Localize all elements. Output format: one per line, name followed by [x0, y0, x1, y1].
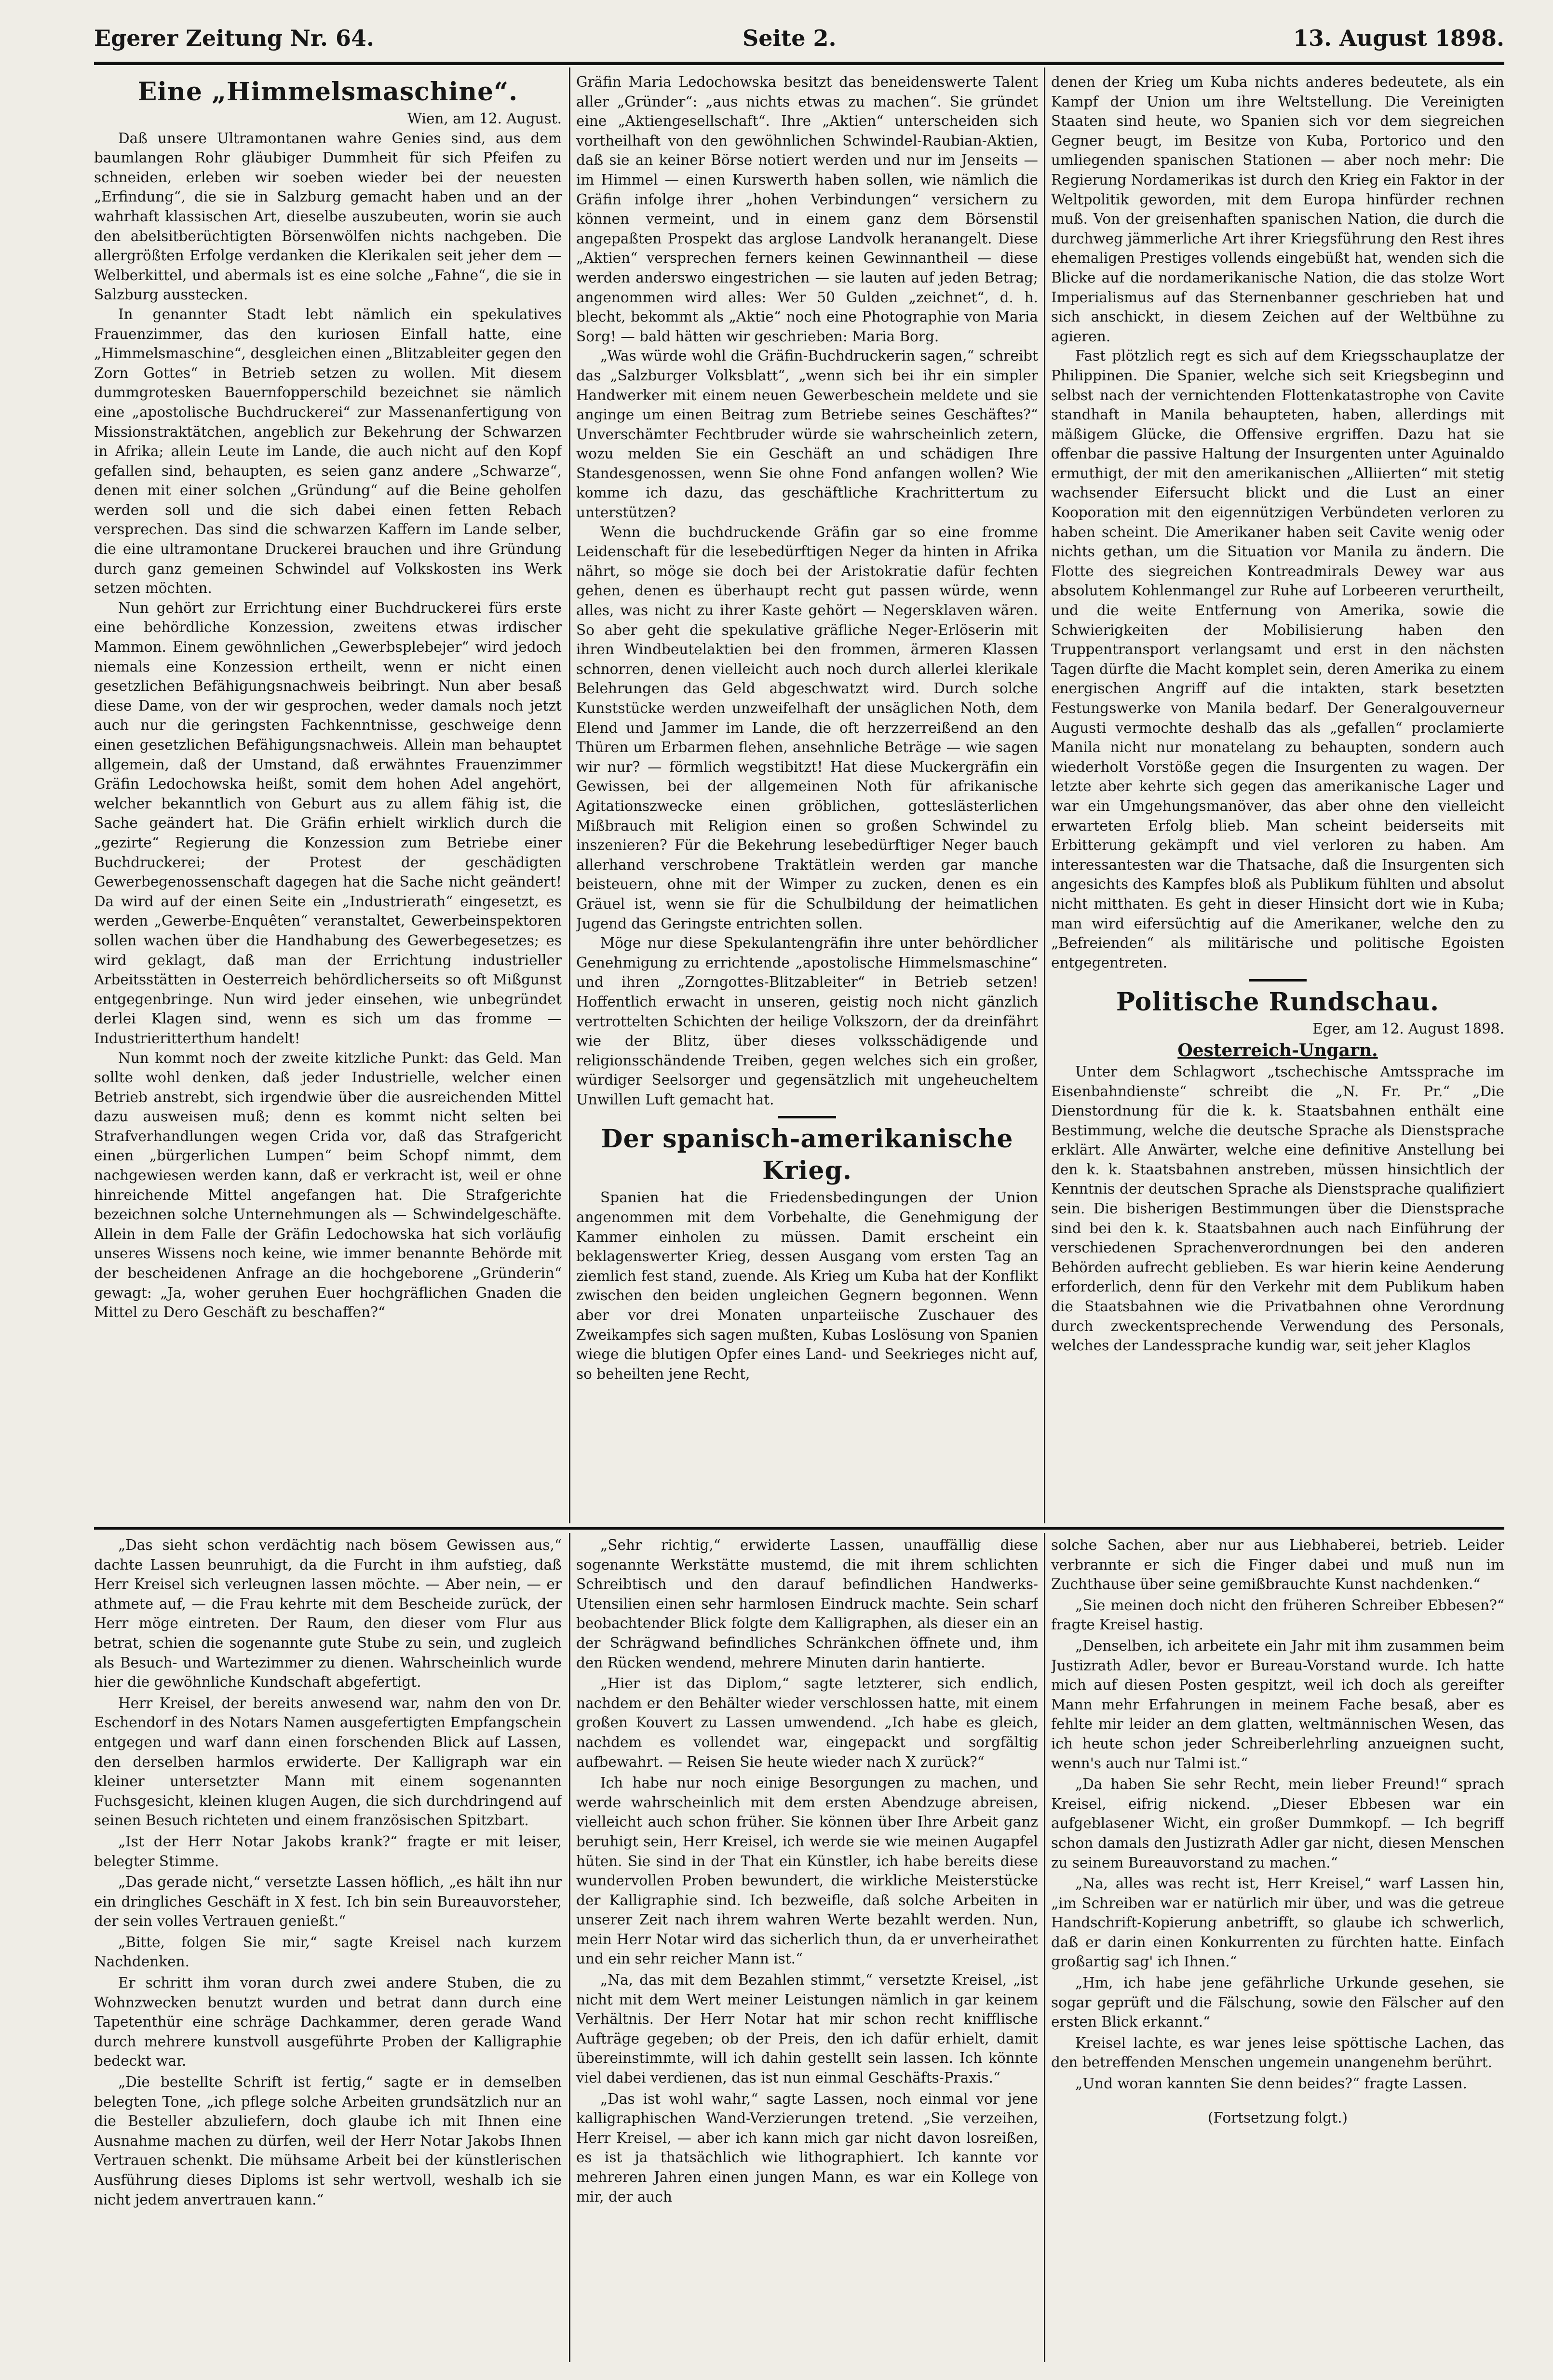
column-2 [576, 72, 1038, 1523]
feuilleton-paragraph: „Hier ist das Diplom,“ sagte letzterer, sich endlich, nachdem er den Behälter wieder verschlossen hatte, mit einem großen Kouvert zu Lassen umwendend. „Ich habe es gleich, nachdem es vollendet war, eingepackt und sorgfältig aufbewahrt. — Reisen Sie heute wieder nach X zurück?“ [576, 1675, 1038, 1770]
feuilleton-paragraph: „Bitte, folgen Sie mir,“ sagte Kreisel nach kurzem Nachdenken. [94, 1934, 562, 1970]
feuilleton-divider-2 [1044, 1533, 1045, 2362]
feuilleton-paragraph: Herr Kreisel, der bereits anwesend war, nahm den von Dr. Eschendorf in des Notars Namen ausgefertigten Empfangschein entgegen und warf dann einen forschenden Blick auf Lassen, den derselben harmlos erwiderte. Der Kalligraph war ein kleiner untersetzter Mann mit einem sogenannten Fuchsgesicht, kleinen klugen Augen, die sich durchdringend auf seinen Besuch richteten und einem französischen Spitzbart. [94, 1694, 562, 1829]
feuilleton-paragraph: „Na, das mit dem Bezahlen stimmt,“ versetzte Kreisel, „ist nicht mit dem Wert meiner Leistungen nämlich in gar keinem Verhältnis. Der Herr Notar hat mir schon recht knifflische Aufträge gegeben; ob der Preis, den ich dafür erhielt, damit übereinstimmte, will ich dahin gestellt sein lassen. Ich könnte viel dabei verdienen, das ist nun einmal Geschäfts-Praxis.“ [576, 1972, 1038, 2086]
column-divider-1 [569, 67, 570, 1523]
feuilleton-paragraph: „Das gerade nicht,“ versetzte Lassen höflich, „es hält ihn nur ein dringliches Geschäft in X fest. Ich bin sein Bureauvorsteher, der sein volles Vertrauen genießt.“ [94, 1874, 562, 1930]
section-subheading: Oesterreich-Ungarn. [1177, 1040, 1378, 1061]
article-paragraph: Nun kommt noch der zweite kitzliche Punkt: das Geld. Man sollte wohl denken, daß jeder Industrielle, welcher einen Betrieb anstrebt, sich irgendwie über die ausreichenden Mittel dazu ausweisen muß; denn es kommt nicht selten bei Strafverhandlungen wegen Crida vor, daß das Strafgericht einen „bürgerlichen Lumpen“ beim Schopf nimmt, dem nachgewiesen werden kann, daß er verkracht ist, weil er ohne hinreichende Mittel angefangen hat. Die Strafgerichte bezeichnen solche Unternehmungen als — Schwindelgeschäfte. Allein in dem Falle der Gräfin Ledochowska hat sich vorläufig unseres Wissens noch keine, wie immer benannte Behörde mit der bescheidenen Anfrage an die hochgeborene „Gründerin“ gewagt: „Ja, woher geruhen Euer hochgräflichen Gnaden die Mittel zu Dero Geschäft zu beschaffen?“ [94, 1049, 562, 1321]
article-dateline: Wien, am 12. August. [407, 110, 562, 127]
article-paragraph: „Was würde wohl die Gräfin-Buchdruckerin sagen,“ schreibt das „Salzburger Volksblatt“, „wenn sich bei ihr ein simpler Handwerker mit einem neuen Gewerbeschein meldete und sie anginge um einen Beitrag zum Betriebe seines Geschäftes?“ Unverschämter Fechtbruder würde sie wahrscheinlich zetern, wozu melden Sie ein Geschäft an und schädigen Ihre Standesgenossen, wenn Sie ohne Fond anfangen wollen? Wie komme ich dazu, das geschäftliche Krachrittertum zu unterstützen? [576, 348, 1038, 521]
issue-date: 13. August 1898. [1293, 25, 1504, 51]
feuilleton-rule [94, 1527, 1504, 1530]
feuilleton-paragraph: Ich habe nur noch einige Besorgungen zu machen, und werde wahrscheinlich mit dem ersten Abendzuge abreisen, vielleicht auch schon früher. Sie können über Ihre Arbeit ganz beruhigt sein, Herr Kreisel, ich werde sie wie meinen Augapfel hüten. Sie sind in der That ein Künstler, ich habe bereits diese wundervollen Proben bewundert, die wirkliche Meisterstücke der Kalligraphie sind. Ich bezweifle, daß solche Arbeiten in unserer Zeit nach ihrem wahren Werte bezahlt werden. Nun, mein Herr Notar wird das sicherlich thun, da er unverheirathet und ein sehr reicher Mann ist.“ [576, 1775, 1038, 1967]
article-paragraph: Daß unsere Ultramontanen wahre Genies sind, aus dem baumlangen Rohr gläubiger Dummheit für sich Pfeifen zu schneiden, erleben wir soeben wieder bei der neuesten „Erfindung“, die sie in Salzburg gemacht haben und an der wahrhaft klassischen Art, dieselbe auszubeuten, worin sie auch den abelsitberüchtigten Börsenwölfen nichts nachgeben. Die allergrößten Erfolge verdanken die Klerikalen seit jeher dem — Welberkittel, und abermals ist es eine solche „Fahne“, die sie in Salzburg ausstecken. [94, 130, 562, 303]
column-1 [94, 72, 562, 1523]
article-paragraph: denen der Krieg um Kuba nichts anderes bedeutete, als ein Kampf der Union um ihre Weltstellung. Die Vereinigten Staaten sind heute, wo Spanien sich vor dem siegreichen Gegner beugt, im Besitze von Kuba, Portorico und den umliegenden spanischen Stationen — aber noch mehr: Die Regierung Nordamerikas ist durch den Krieg ein Faktor in der Weltpolitik geworden, mit dem Europa hinfürder rechnen muß. Von der greisenhaften spanischen Nation, die durch die durchweg jämmerliche Art ihrer Kriegsführung den Rest ihres ehemaligen Prestiges vollends eingebüßt hat, wenden sich die Blicke auf die nordamerikanische Nation, die das stolze Wort Imperialismus auf das Sternenbanner geschrieben hat und sich anschickt, in diesem Zeichen auf der Weltbühne zu agieren. [1051, 74, 1504, 345]
article-paragraph: Unter dem Schlagwort „tschechische Amtssprache im Eisenbahndienste“ schreibt die „N. Fr. Pr.“ „Die Dienstordnung für die k. k. Staatsbahnen enthält eine Bestimmung, welche die deutsche Sprache als Dienstsprache erklärt. Alle Anwärter, welche eine definitive Anstellung bei den k. k. Staatsbahnen anstreben, müssen hinsichtlich der Kenntnis der deutschen Sprache als Dienstsprache qualifiziert sein. Die bisherigen Bestimmungen über die Dienstsprache sind bei den k. k. Staatsbahnen auch nach Einführung der verschiedenen Sprachenverordnungen bei den anderen Behörden aufrecht geblieben. Es war hierin keine Aenderung erforderlich, denn für den Verkehr mit dem Publikum haben die Staatsbahnen wie die Privatbahnen ohne Verordnung durch zweckentsprechende Verwendung des Personals, welches der Landessprache kundig war, seit jeher Klaglos [1051, 1063, 1504, 1354]
feuilleton-paragraph: „Sehr richtig,“ erwiderte Lassen, unauffällig diese sogenannte Werkstätte mustemd, die mit ihrem schlichten Schreibtisch und den darauf befindlichen Handwerks-Utensilien einen sehr harmlosen Eindruck machte. Sein scharf beobachtender Blick folgte dem Kalligraphen, als dieser ein an der Schrägwand befindliches Schränkchen öffnete und, ihm den Rücken wendend, mehrere Minuten darin hantierte. [576, 1537, 1038, 1671]
article-paragraph: Fast plötzlich regt es sich auf dem Kriegsschauplatze der Philippinen. Die Spanier, welche sich seit Kriegsbeginn und selbst nach der vernichtenden Flottenkatastrophe von Cavite standhaft in Manila behaupteten, haben, allerdings mit mäßigem Glücke, die Offensive ergriffen. Dazu hat sie offenbar die passive Haltung der Insurgenten unter Aguinaldo ermuthigt, der mit den amerikanischen „Alliierten“ mit stetig wachsender Eifersucht blickt und die Lust an einer Kooporation mit den eigennützigen Verbündeten verloren zu haben scheint. Die Amerikaner haben seit Cavite wenig oder nichts gethan, um die Situation vor Manila zu ändern. Die Flotte des siegreichen Kontreadmirals Dewey war aus absolutem Kohlenmangel zur Ruhe auf Lorbeeren verurtheilt, und die weite Entfernung von Amerika, sowie die Schwierigkeiten der Mobilisierung haben den Truppentransport verlangsamt und erst in den nächsten Tagen dürfte die Macht komplet sein, deren Amerika zu einem energischen Angriff auf die intakten, stark besetzten Festungswerke von Manila bedarf. Der Generalgouverneur Augusti vermochte deshalb das als „gefallen“ proclamierte Manila nicht nur monatelang zu behaupten, sondern auch wiederholt Vorstöße gegen die Insurgenten zu wagen. Der letzte aber kehrte sich gegen das amerikanische Lager und war ein Umgehungsmanöver, das aber ohne den vielleicht erwarteten Erfolg blieb. Man scheint beiderseits mit Erbitterung gekämpft und viel verloren zu haben. Am interessantesten war die Thatsache, daß die Insurgenten sich angesichts des Kampfes bloß als Publikum fühlten und absolut nicht mitthaten. Es geht in dieser Hinsicht dort wie in Kuba; man wird eifersüchtig auf die Amerikaner, welche den zu „Befreienden“ als militärische und politische Egoisten entgegentreten. [1051, 348, 1504, 971]
feuilleton-paragraph: solche Sachen, aber nur aus Liebhaberei, betrieb. Leider verbrannte er sich die Finger dabei und muß nun im Zuchthause über seine gemißbrauchte Kunst nachdenken.“ [1051, 1537, 1504, 1593]
feuilleton-divider-1 [569, 1533, 570, 2362]
article-paragraph: Möge nur diese Spekulantengräfin ihre unter behördlicher Genehmigung zu errichtende „apostolische Himmelsmaschine“ und ihren „Zorngottes-Blitzableiter“ in Betrieb setzen! Hoffentlich erwacht in unseren, geistig noch nicht gänzlich vertrottelten Schichten der heilige Volkszorn, der da dreinfährt wie der Blitz, über dieses volksschädigende und religionsschändende Treiben, gegen welches sich ein großer, würdiger Seelsorger und gegensätzlich mit ungeheucheltem Unwillen Luft gemacht hat. [576, 935, 1038, 1108]
feuilleton-paragraph: „Ist der Herr Notar Jakobs krank?“ fragte er mit leiser, belegter Stimme. [94, 1833, 562, 1869]
column-3 [1051, 72, 1504, 1523]
feuilleton-paragraph: „Die bestellte Schrift ist fertig,“ sagte er in demselben belegten Tone, „ich pflege solche Arbeiten grundsätzlich nur an die Besteller abzuliefern, doch glaube ich mit Ihnen eine Ausnahme machen zu dürfen, weil der Herr Notar Jakobs Ihnen Vertrauen schenkt. Die mühsame Arbeit bei der künstlerischen Ausführung dieses Diploms ist sehr wertvoll, weshalb ich sie nicht jedem anvertrauen kann.“ [94, 2074, 562, 2208]
section-dateline: Eger, am 12. August 1898. [1312, 1021, 1504, 1037]
feuilleton-paragraph: „Sie meinen doch nicht den früheren Schreiber Ebbesen?“ fragte Kreisel hastig. [1051, 1597, 1504, 1633]
feuilleton-paragraph: Kreisel lachte, es war jenes leise spöttische Lachen, das den betreffenden Menschen ungemein unangenehm berührt. [1051, 2034, 1504, 2071]
section-divider [778, 1116, 836, 1118]
article-paragraph: In genannter Stadt lebt nämlich ein spekulatives Frauenzimmer, das den kuriosen Einfall hatte, eine „Himmelsmaschine“, desgleichen einen „Blitzableiter gegen den Zorn Gottes“ in Betrieb setzen zu wollen. Mit diesem dummgrotesken Bauernfopperschild bezeichnet sie nämlich eine „apostolische Buchdruckerei“ zur Massenanfertigung von Missionstraktätchen, angeblich zur Bekehrung der Schwarzen in Afrika; allein Leute im Lande, die auch nicht auf den Kopf gefallen sind, behaupten, es seien ganz andere „Schwarze“, denen mit einer solchen „Gründung“ auf die Beine geholfen werden soll und die sich dabei einen fetten Rebach versprechen. Das sind die schwarzen Kaffern im Lande selber, die eine ultramontane Druckerei brauchen und ihre Gründung durch ganz gemeinen Schwindel auf Volkskosten ins Werk setzen möchten. [94, 306, 562, 597]
article-headline-himmelsmaschine: Eine „Himmelsmaschine“. [137, 77, 518, 107]
section-divider [1249, 979, 1307, 982]
section-headline-rundschau: Politische Rundschau. [1116, 987, 1440, 1017]
feuilleton-paragraph: Er schritt ihm voran durch zwei andere Stuben, die zu Wohnzwecken benutzt wurden und betrat dann durch eine Tapetenthür eine schräge Dachkammer, deren gerade Wand durch mehrere kunstvoll ausgeführte Proben der Kalligraphie bedeckt war. [94, 1975, 562, 2070]
feuilleton-paragraph: „Hm, ich habe jene gefährliche Urkunde gesehen, sie sogar geprüft und die Fälschung, sowie den Fälscher auf den ersten Blick erkannt.“ [1051, 1975, 1504, 2030]
newspaper-name: Egerer Zeitung Nr. 64. [94, 25, 374, 51]
header-rule [94, 62, 1504, 65]
feuilleton-column-2 [576, 1535, 1038, 2362]
feuilleton-column-3 [1051, 1535, 1504, 2362]
feuilleton-paragraph: „Das sieht schon verdächtig nach bösem Gewissen aus,“ dachte Lassen beunruhigt, da die Furcht in ihm aufstieg, daß Herr Kreisel sich verleugnen lassen möchte. — Aber nein, — er athmete auf, — die Frau kehrte mit dem Bescheide zurück, der Herr möge eintreten. Der Raum, den dieser vom Flur aus betrat, schien die sogenannte gute Stube zu sein, und zugleich als Besuch- und Wartezimmer zu dienen. Wahrscheinlich wurde hier die gewöhnliche Kundschaft abgefertigt. [94, 1537, 562, 1691]
feuilleton-paragraph: „Na, alles was recht ist, Herr Kreisel,“ warf Lassen hin, „im Schreiben war er natürlich mir über, und was die getreue Handschrift-Kopierung anbetrifft, so glaube ich schwerlich, daß er darin einen Konkurrenten zu fürchten hatte. Einfach großartig sag' ich Ihnen.“ [1051, 1875, 1504, 1970]
feuilleton-paragraph: „Das ist wohl wahr,“ sagte Lassen, noch einmal vor jene kalligraphischen Wand-Verzierungen tretend. „Sie verzeihen, Herr Kreisel, — aber ich kann mich gar nicht davon losreißen, es ist ja thatsächlich wie lithographiert. Ich kannte vor mehreren Jahren einen jungen Mann, es war ein Kollege von mir, der auch [576, 2090, 1038, 2205]
feuilleton-paragraph: „Denselben, ich arbeitete ein Jahr mit ihm zusammen beim Justizrath Adler, bevor er Bureau-Vorstand wurde. Ich hatte mich auf diesen Posten gespitzt, weil ich doch als gereifter Mann mehr Erfahrungen in meinem Fache besaß, aber es fehlte mir leider an dem glatten, weltmännischen Wesen, das ich heute schon jeder Schreiberlehrling anzueignen sucht, wenn's auch nur Talmi ist.“ [1051, 1637, 1504, 1772]
feuilleton-paragraph: „Und woran kannten Sie denn beides?“ fragte Lassen. [1075, 2075, 1467, 2092]
page-header [94, 25, 1504, 59]
feuilleton-paragraph: „Da haben Sie sehr Recht, mein lieber Freund!“ sprach Kreisel, eifrig nickend. „Dieser Ebbesen war ein aufgeblasener Wicht, ein großer Dummkopf. — Ich begriff schon damals den Justizrath Adler gar nicht, diesen Menschen zu seinem Bureauvorstand zu machen.“ [1051, 1776, 1504, 1871]
page-number: Seite 2. [743, 25, 837, 51]
article-headline-krieg: Der spanisch-amerikanische Krieg. [601, 1124, 1013, 1186]
article-paragraph: Nun gehört zur Errichtung einer Buchdruckerei fürs erste eine behördliche Konzession, zweitens etwas irdischer Mammon. Einem gewöhnlichen „Gewerbsplebejer“ wird jedoch niemals eine Konzession ertheilt, wenn er nicht einen gesetzlichen Befähigungsnachweis beibringt. Nun aber besaß diese Dame, von der wir gesprochen, weder damals noch jetzt auch nur die geringsten Fachkenntnisse, geschweige denn einen gesetzlichen Befähigungsnachweis. Allein man behauptet allgemein, daß der Umstand, daß erwähntes Frauenzimmer Gräfin Ledochowska heißt, somit dem hohen Adel angehört, welcher bekanntlich von Geburt aus zu allem fähig ist, die Sache geändert hat. Die Gräfin erhielt wirklich durch die „gezirte“ Regierung die Konzession zum Betriebe einer Buchdruckerei; der Protest der geschädigten Gewerbegenossenschaft dagegen hat die Sache nicht geändert! Da wird auf der einen Seite ein „Industrierath“ eingesetzt, es werden „Gewerbe-Enquêten“ veranstaltet, Gewerbeinspektoren sollen wachen über die Handhabung des Gewerbegesetzes; es wird geklagt, daß man der Errichtung industrieller Arbeitsstätten in Oesterreich behördlicherseits so oft Mißgunst entgegenbringe. Nun wird jeder einsehen, wie unbegründet derlei Klagen sind, wenn es sich um das fromme — Industrieritterthum handelt! [94, 599, 562, 1047]
article-paragraph: Gräfin Maria Ledochowska besitzt das beneidenswerte Talent aller „Gründer“: „aus nichts etwas zu machen“. Sie gründet eine „Aktiengesellschaft“. Ihre „Aktien“ unterscheiden sich vortheilhaft von den gewöhnlichen Schwindel-Raubian-Aktien, daß sie an keiner Börse notiert werden und nur im Jenseits — im Himmel — einen Kurswerth haben sollen, wie nämlich die Gräfin infolge ihrer „hohen Verbindungen“ versichern zu können vermeint, und in einem ganz dem Börsenstil angepaßten Prospekt das arglose Landvolk heranangelt. Diese „Aktien“ versprechen ferners keinen Gewinnantheil — diese werden anderswo eingestrichen — sie lauten auf jeden Betrag; angenommen wird alles: Wer 50 Gulden „zeichnet“, d. h. blecht, bekommt als „Aktie“ noch eine Photographie von Maria Sorg! — bald hätten wir geschrieben: Maria Borg. [576, 74, 1038, 345]
column-divider-2 [1044, 67, 1045, 1523]
article-paragraph: Spanien hat die Friedensbedingungen der Union angenommen mit dem Vorbehalte, die Genehmigung der Kammer einholen zu müssen. Damit erscheint ein beklagenswerter Krieg, dessen Ausgang vom ersten Tag an ziemlich fest stand, zuende. Als Krieg um Kuba hat der Konflikt zwischen den beiden ungleichen Gegnern begonnen. Wenn aber vor drei Monaten unparteiische Zuschauer des Zweikampfes sich sagen mußten, Kubas Loslösung von Spanien wiege die blutigen Opfer eines Land- und Seekrieges nicht auf, so beheilten jene Recht, [576, 1189, 1038, 1382]
continuation-note: (Fortsetzung folgt.) [1207, 2109, 1348, 2126]
feuilleton-column-1 [94, 1535, 562, 2362]
article-paragraph: Wenn die buchdruckende Gräfin gar so eine fromme Leidenschaft für die lesebedürftigen Neger da hinten in Afrika nährt, so möge sie doch bei der Aristokratie dafür fechten gehen, denen es überhaupt recht gut passen würde, wenn alles, was nicht zu ihrer Kaste gehört — Negersklaven wären. So aber geht die spekulative gräfliche Neger-Erlöserin mit ihren Windbeutelaktien bei den frommen, ärmeren Klassen schnorren, denen vielleicht auch noch durch allerlei klerikale Belehrungen das Geld abgeschwatzt wird. Durch solche Kunststücke werden unzweifelhaft der unsäglichen Noth, dem Elend und Jammer im Lande, die oft herzzerreißend an den Thüren um Erbarmen flehen, ansehnliche Beträge — wie sagen wir nur? — förmlich wegstibitzt! Hat diese Muckergräfin ein Gewissen, bei der allgemeinen Noth für afrikanische Agitationszwecke einen gröblichen, gotteslästerlichen Mißbrauch mit Religion einen so großen Schwindel zu inszenieren? Für die Bekehrung lesebedürftiger Neger bauch allerhand verschrobene Traktätlein werden gar manche beisteuern, ohne mit der Wimper zu zucken, denen es ein Gräuel ist, wenn sie für die Schulbildung der heimatlichen Jugend das Geringste entrichten sollen. [576, 524, 1038, 932]
